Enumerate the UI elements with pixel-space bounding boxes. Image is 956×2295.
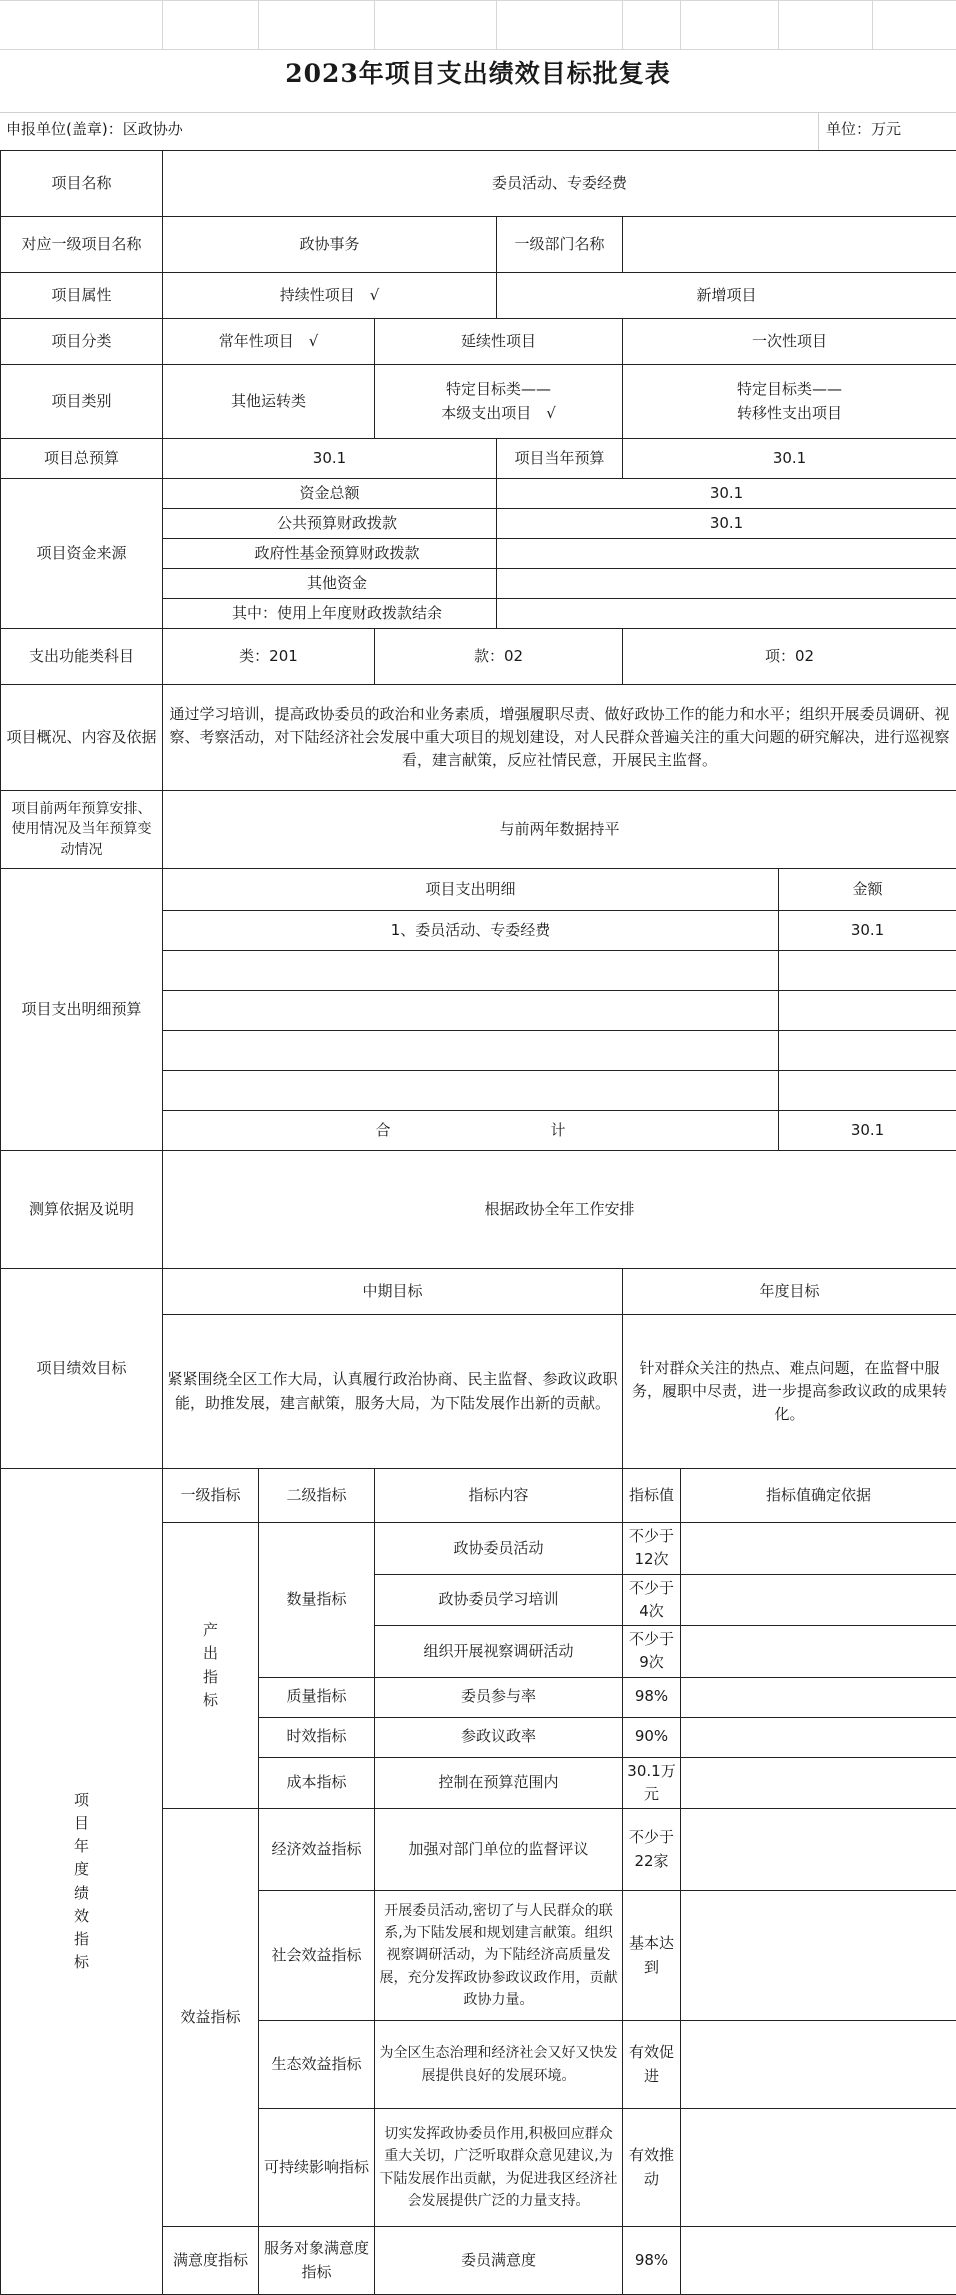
class-regular: 常年性项目 √ [163,319,375,365]
type-special-2: 特定目标类—— 转移性支出项目 [623,365,956,439]
funding-value [497,599,956,629]
calc-text: 根据政协全年工作安排 [163,1151,956,1269]
type-other: 其他运转类 [163,365,375,439]
category-label: 对应一级项目名称 [1,217,163,273]
goals-label: 项目绩效目标 [1,1269,163,1469]
indicators-h4: 指标值 [623,1469,681,1523]
type-special-1: 特定目标类—— 本级支出项目 √ [375,365,623,439]
overview-text: 通过学习培训，提高政协委员的政治和业务素质，增强履职尽责、做好政协工作的能力和水平；组织开展委员调研、视察、考察活动，对下陆经济社会发展中重大项目的规划建设，对人民群众普遍关注的重大问题的研究解决，进行巡视察看，建言献策，反应社情民意，开展民主监督。 [163,685,956,791]
spreadsheet-grid-lines [0,0,956,50]
reporting-unit: 申报单位(盖章)：区政协办 [6,118,183,139]
indicators-header-row [1,1469,956,1523]
dept-label: 一级部门名称 [497,217,623,273]
indicators-h5: 指标值确定依据 [681,1469,956,1523]
details-total-label: 合 计 [163,1111,779,1151]
indicator-content: 切实发挥政协委员作用,积极回应群众重大关切，广泛听取群众意见建议,为下陆发展作出贡献，为促进我区经济社会发展提供广泛的力量支持。 [375,2109,623,2227]
eco-label: 生态效益指标 [259,2021,375,2109]
details-item [163,991,779,1031]
funding-item: 政府性基金预算财政拨款 [163,539,497,569]
indicator-basis [681,1757,956,1809]
funding-value [497,539,956,569]
budget-value: 30.1 [163,439,497,479]
goals-year-label: 年度目标 [623,1269,956,1315]
prior-text: 与前两年数据持平 [163,791,956,869]
details-label: 项目支出明细预算 [1,869,163,1151]
indicators-h3: 指标内容 [375,1469,623,1523]
indicator-value: 不少于12次 [623,1523,681,1575]
details-item [163,1071,779,1111]
budget-label: 项目总预算 [1,439,163,479]
indicator-content: 参政议政率 [375,1717,623,1757]
attr-new: 新增项目 [497,273,956,319]
goals-year-text: 针对群众关注的热点、难点问题，在监督中服务，履职中尽责，进一步提高参政议政的成果转化。 [623,1315,956,1469]
funding-value [497,569,956,599]
indicator-content: 加强对部门单位的监督评议 [375,1809,623,1891]
details-amount [779,1071,956,1111]
indicator-value: 98% [623,1677,681,1717]
function-class-xiang: 项：02 [623,629,956,685]
class-extended: 延续性项目 [375,319,623,365]
satisfaction-label: 满意度指标 [163,2227,259,2295]
indicator-content: 控制在预算范围内 [375,1757,623,1809]
details-item [163,1031,779,1071]
social-label: 社会效益指标 [259,1891,375,2021]
indicator-value: 有效推动 [623,2109,681,2227]
details-header-row [1,869,956,911]
row-classification [1,319,956,365]
indicator-basis [681,1574,956,1626]
function-class-label: 支出功能类科目 [1,629,163,685]
goals-mid-label: 中期目标 [163,1269,623,1315]
row-overview [1,685,956,791]
indicator-content: 政协委员活动 [375,1523,623,1575]
row-type [1,365,956,439]
indicator-value: 不少于4次 [623,1574,681,1626]
details-amount [779,991,956,1031]
cost-label: 成本指标 [259,1757,375,1809]
class-once: 一次性项目 [623,319,956,365]
indicator-content: 政协委员学习培训 [375,1574,623,1626]
indicator-basis [681,1717,956,1757]
quality-label: 质量指标 [259,1677,375,1717]
indicator-basis [681,2109,956,2227]
function-class-lei: 类：201 [163,629,375,685]
details-amount [779,1031,956,1071]
sustain-label: 可持续影响指标 [259,2109,375,2227]
project-name-value: 委员活动、专委经费 [163,151,956,217]
funding-item: 其他资金 [163,569,497,599]
econ-label: 经济效益指标 [259,1809,375,1891]
row-project-name [1,151,956,217]
row-prior-years [1,791,956,869]
output-label: 产出指标 [163,1523,259,1809]
indicators-h2: 二级指标 [259,1469,375,1523]
indicator-basis [681,2021,956,2109]
goals-mid-text: 紧紧围绕全区工作大局，认真履行政治协商、民主监督、参政议政职能，助推发展，建言献策，服务大局，为下陆发展作出新的贡献。 [163,1315,623,1469]
indicator-value: 有效促进 [623,2021,681,2109]
indicator-content: 为全区生态治理和经济社会又好又快发展提供良好的发展环境。 [375,2021,623,2109]
satisfaction-sub: 服务对象满意度指标 [259,2227,375,2295]
indicator-content: 委员参与率 [375,1677,623,1717]
attr-continuous: 持续性项目 √ [163,273,497,319]
indicator-content: 组织开展视察调研活动 [375,1626,623,1678]
category-value: 政协事务 [163,217,497,273]
funding-item: 资金总额 [163,479,497,509]
indicator-content: 委员满意度 [375,2227,623,2295]
attr-label: 项目属性 [1,273,163,319]
indicator-value: 基本达到 [623,1891,681,2021]
row-category [1,217,956,273]
details-amount [779,951,956,991]
function-class-kuan: 款：02 [375,629,623,685]
indicator-value: 不少于22家 [623,1809,681,1891]
funding-item: 公共预算财政拨款 [163,509,497,539]
indicator-basis [681,1809,956,1891]
funding-value: 30.1 [497,479,956,509]
page-title: 2023年项目支出绩效目标批复表 [0,50,956,94]
goals-header-row [1,1269,956,1315]
indicators-h1: 一级指标 [163,1469,259,1523]
row-function-class [1,629,956,685]
details-col-amount: 金额 [779,869,956,911]
funding-value: 30.1 [497,509,956,539]
header-divider [0,112,956,113]
indicator-basis [681,1626,956,1678]
time-label: 时效指标 [259,1717,375,1757]
details-item: 1、委员活动、专委经费 [163,911,779,951]
details-amount: 30.1 [779,911,956,951]
indicator-content: 开展委员活动,密切了与人民群众的联系,为下陆发展和规划建言献策。组织视察调研活动，为下陆经济高质量发展，充分发挥政协参政议政作用，贡献政协力量。 [375,1891,623,2021]
indicator-basis [681,1891,956,2021]
funding-item: 其中：使用上年度财政拨款结余 [163,599,497,629]
overview-label: 项目概况、内容及依据 [1,685,163,791]
performance-table [0,150,956,2295]
indicators-label: 项目年度绩效指标 [1,1469,163,2295]
funding-label: 项目资金来源 [1,479,163,629]
row-calc [1,1151,956,1269]
details-item [163,951,779,991]
row-attribute [1,273,956,319]
dept-value [623,217,956,273]
prior-label: 项目前两年预算安排、使用情况及当年预算变动情况 [1,791,163,869]
indicator-basis [681,1677,956,1717]
indicator-basis [681,2227,956,2295]
header-separator [818,112,819,150]
indicator-basis [681,1523,956,1575]
year-budget-label: 项目当年预算 [497,439,623,479]
indicator-value: 不少于9次 [623,1626,681,1678]
details-col-item: 项目支出明细 [163,869,779,911]
calc-label: 测算依据及说明 [1,1151,163,1269]
year-budget-value: 30.1 [623,439,956,479]
details-total-amount: 30.1 [779,1111,956,1151]
benefit-label: 效益指标 [163,1809,259,2227]
funding-row [1,479,956,509]
currency-unit: 单位：万元 [826,118,901,139]
project-name-label: 项目名称 [1,151,163,217]
class-label: 项目分类 [1,319,163,365]
indicator-value: 30.1万元 [623,1757,681,1809]
type-label: 项目类别 [1,365,163,439]
row-budget [1,439,956,479]
indicator-value: 90% [623,1717,681,1757]
indicator-value: 98% [623,2227,681,2295]
quantity-label: 数量指标 [259,1523,375,1678]
